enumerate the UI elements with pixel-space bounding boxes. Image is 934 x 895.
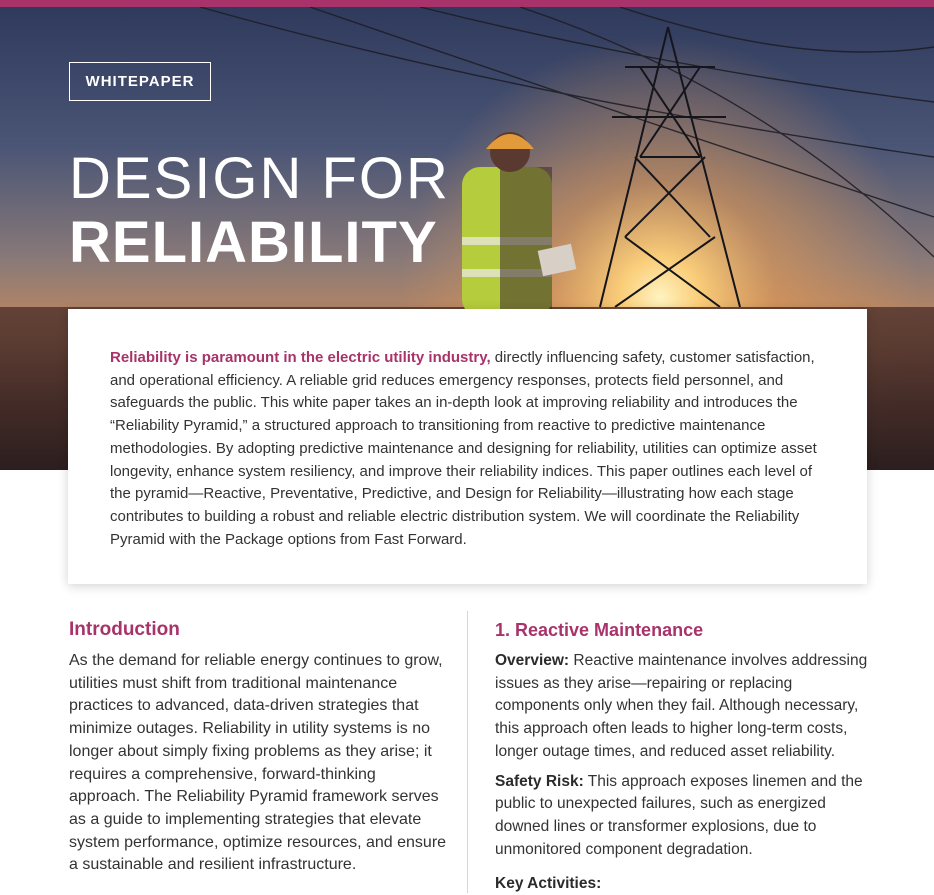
introduction-heading: Introduction [69, 619, 180, 640]
key-activities-label: Key Activities: [495, 875, 602, 893]
overview-text: Reactive maintenance involves addressing issues as they arise—repairing or replacing components only when they fail. Although necessary, this approach often leads to higher long-term costs, longer outage times, and reduced asset reliability. [495, 652, 868, 760]
safety-text: This approach exposes linemen and the public to unexpected failures, such as energized downed lines or transformer explosions, due to unmonitored component degradation. [495, 772, 863, 858]
whitepaper-badge: WHITEPAPER [69, 62, 211, 101]
overview-label: Overview: [495, 652, 570, 669]
safety-paragraph [495, 771, 875, 862]
column-divider [467, 611, 468, 893]
title-line-2: RELIABILITY [69, 210, 438, 275]
reactive-heading: 1. Reactive Maintenance [495, 620, 704, 640]
summary-paragraph [110, 347, 837, 551]
introduction-text: As the demand for reliable energy continues to grow, utilities must shift from traditional maintenance practices to advanced, data-driven strategies that minimize outages. Reliability in utility systems is no longer about simply fixing problems as they arise; it requires a comprehensive, forward-thinking approach. The Reliability Pyramid framework serves as a guide to implementing strategies that elevate system performance, optimize resources, and ensure a sustainable and resilient infrastructure. [69, 652, 447, 874]
summary-lead: Reliability is paramount in the electric utility industry, [110, 349, 491, 366]
summary-card [68, 309, 867, 584]
summary-body: directly influencing safety, customer satisfaction, and operational efficiency. A reliable grid reduces emergency responses, protects field personnel, and safeguards the public. This white paper takes an in-depth look at improving reliability and introduces the “Reliability Pyramid,” a structured approach to transitioning from reactive to predictive maintenance methodologies. By adopting predictive maintenance and designing for reliability, utilities can optimize asset longevity, enhance system resiliency, and improve their reliability indices. This paper outlines each level of the pyramid—Reactive, Preventative, Predictive, and Design for Reliability—illustrating how each stage contributes to building a robust and reliable electric distribution system. We will coordinate the Reliability Pyramid with the Package options from Fast Forward. [110, 349, 817, 548]
safety-label: Safety Risk: [495, 772, 584, 790]
top-accent-bar [0, 0, 934, 7]
overview-paragraph [495, 650, 875, 764]
introduction-section [69, 618, 449, 877]
reactive-maintenance-section [495, 618, 875, 895]
title-line-1: DESIGN FOR [69, 146, 450, 211]
